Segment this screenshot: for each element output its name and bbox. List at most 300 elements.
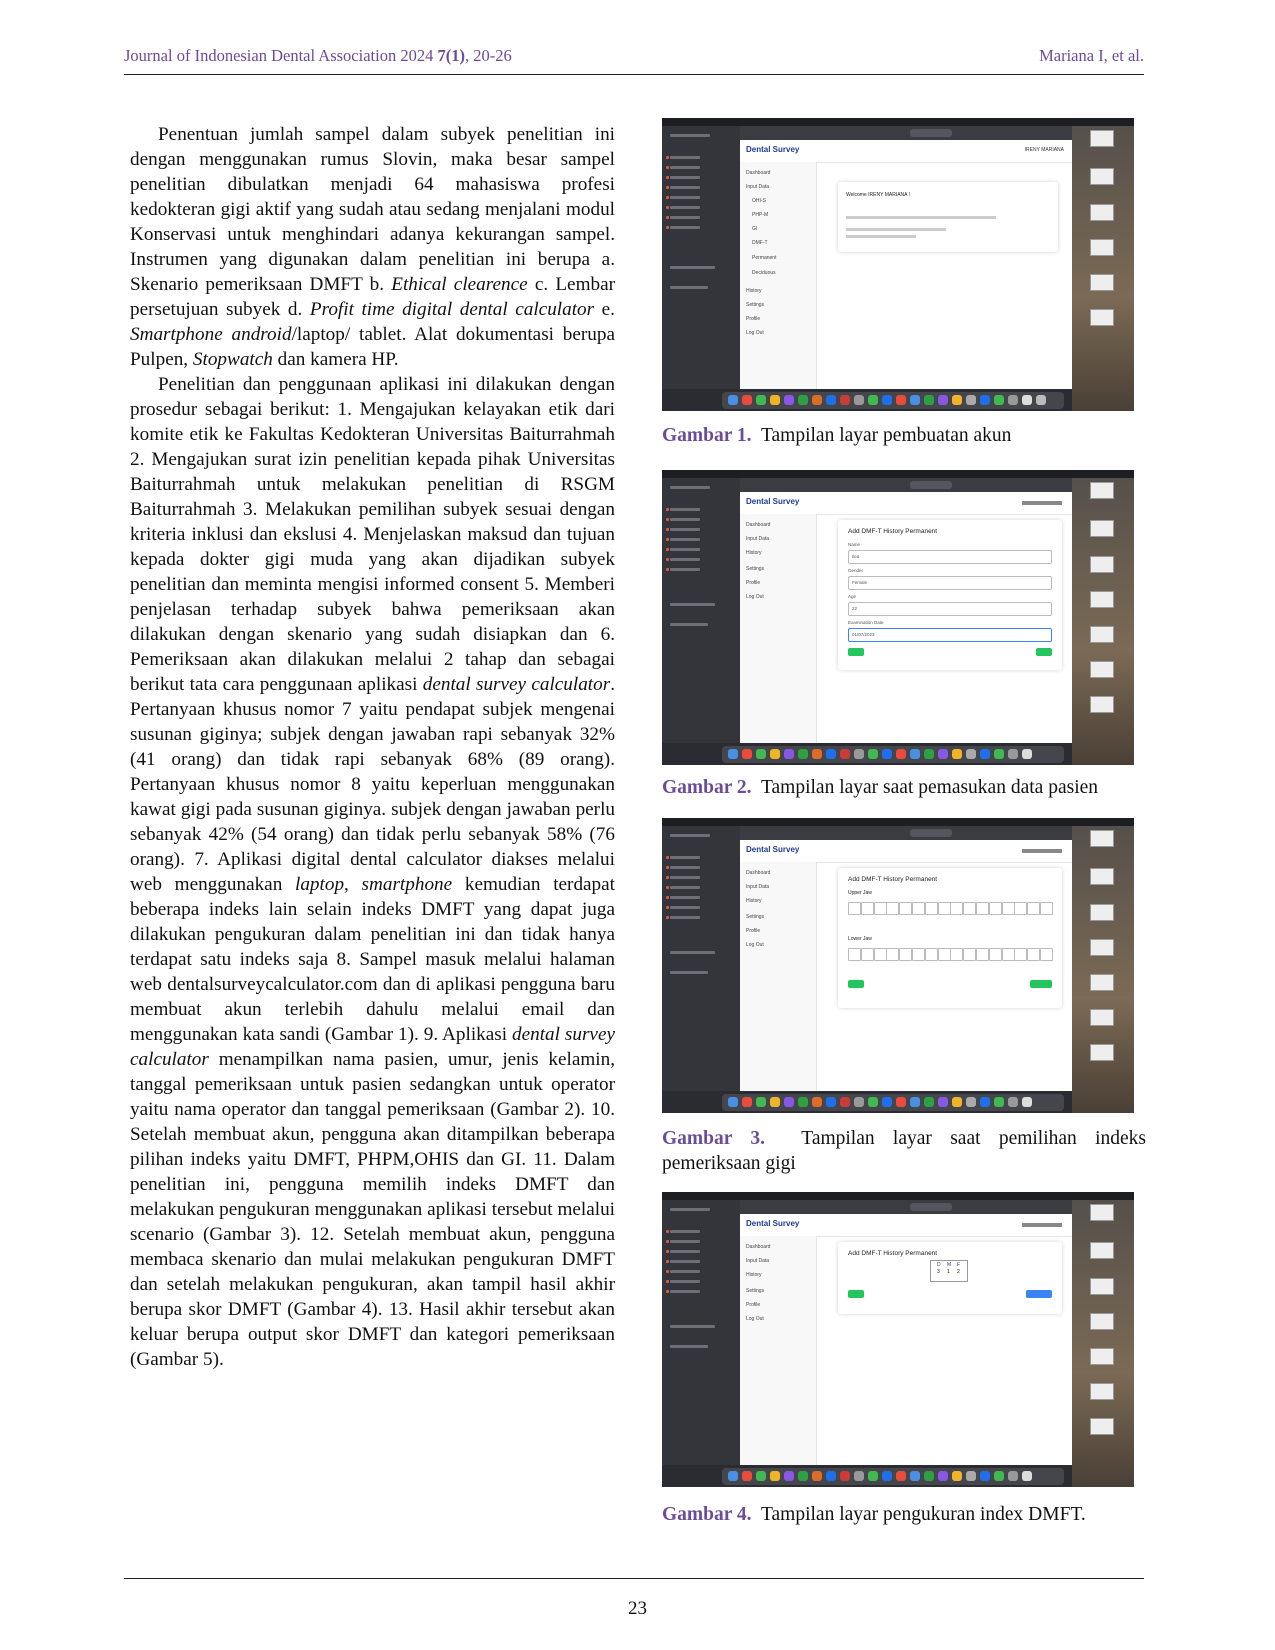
nav-profile: Profile xyxy=(746,316,761,322)
dock-icon xyxy=(840,1471,850,1481)
p1-italic-1: Ethical clearence xyxy=(391,274,528,295)
dock-icon xyxy=(826,1471,836,1481)
tab-icon xyxy=(666,1290,669,1293)
figure-1-screenshot xyxy=(662,118,1134,411)
screenshot-thumb xyxy=(1090,520,1114,537)
url-bar xyxy=(910,481,952,489)
tab-icon xyxy=(666,508,669,511)
dock-icon xyxy=(756,1471,766,1481)
screenshot-thumb xyxy=(1090,591,1114,608)
screenshot-thumbnails xyxy=(1072,826,1134,1113)
figure-4-screenshot xyxy=(662,1192,1134,1487)
p2-text-d: kemudian terdapat beberapa indeks lain selain indeks DMFT yang dapat juga dilakukan pengukuran dalam penelitian ini dan tidak hanya terdapat satu indeks saja 8. Sampel masuk melalui halaman web dentalsurveycalculator.com dan di aplikasi pengguna baru membuat akun terlebih dahulu melalui email dan menggunakan kata sandi (Gambar 1). 9. Aplikasi xyxy=(130,874,616,1045)
p1-text-b: c. Lembar persetujuan subyek d. xyxy=(130,274,615,320)
dock-icon xyxy=(994,1097,1004,1107)
dock-icon xyxy=(952,1097,962,1107)
tooth-box xyxy=(1002,948,1015,961)
tab-icon xyxy=(666,876,669,879)
tab-icon xyxy=(666,548,669,551)
dock-icon xyxy=(882,395,892,405)
dock-icon xyxy=(840,749,850,759)
screenshot-thumb xyxy=(1090,309,1114,326)
welcome-card xyxy=(838,182,1058,252)
tab-icon xyxy=(666,906,669,909)
brand-logo: Dental Survey xyxy=(746,145,800,154)
sidebar-row xyxy=(670,538,700,541)
contact-line xyxy=(846,228,946,231)
sidebar-row xyxy=(670,166,700,169)
nav-settings: Settings xyxy=(746,1288,765,1294)
next-button xyxy=(1030,980,1052,988)
tab-icon xyxy=(666,886,669,889)
screenshot-thumb xyxy=(1090,1009,1114,1026)
dock-icon xyxy=(1022,1471,1032,1481)
screenshot-thumb xyxy=(1090,1418,1114,1435)
screenshot-thumb xyxy=(1090,696,1114,713)
dmft-head-m: M xyxy=(947,1262,952,1268)
screenshot-thumb xyxy=(1090,1348,1114,1365)
dmft-head-f: F xyxy=(957,1262,961,1268)
tooth-box xyxy=(925,902,938,915)
sidebar-row xyxy=(670,876,700,879)
mac-dock xyxy=(722,746,1064,763)
contact-line xyxy=(846,235,916,238)
tooth-box xyxy=(925,948,938,961)
app-window xyxy=(740,492,1072,743)
tab-icon xyxy=(666,226,669,229)
browser-sidebar xyxy=(662,826,740,1091)
screenshot-thumb xyxy=(1090,130,1114,147)
sidebar-row xyxy=(670,156,700,159)
dmft-value-m: 1 xyxy=(947,1269,950,1275)
dock-icon xyxy=(1022,749,1032,759)
dock-icon xyxy=(756,749,766,759)
nav-profile: Profile xyxy=(746,928,761,934)
app-nav xyxy=(740,862,817,1091)
sidebar-row xyxy=(670,1280,700,1283)
tab-icon xyxy=(666,518,669,521)
sidebar-row xyxy=(670,196,700,199)
upper-jaw-label: Upper Jaw xyxy=(848,890,872,896)
user-name xyxy=(1022,501,1062,505)
tooth-box xyxy=(886,902,899,915)
mac-menubar xyxy=(662,470,1134,478)
sidebar-row xyxy=(670,1240,700,1243)
nav-gi: GI xyxy=(752,226,758,232)
dock-icon xyxy=(840,1097,850,1107)
dmft-result-card xyxy=(838,1242,1062,1314)
browser-toolbar xyxy=(740,826,1072,840)
nav-input-data: Input Data xyxy=(746,536,770,542)
dock-icon xyxy=(868,395,878,405)
mac-dock xyxy=(722,1094,1064,1111)
tooth-box xyxy=(1002,902,1015,915)
tooth-selection-card xyxy=(838,868,1062,1008)
sidebar-row xyxy=(670,906,700,909)
nav-dashboard: Dashboard xyxy=(746,170,771,176)
p1-text-c: e. xyxy=(594,299,615,320)
dock-icon xyxy=(826,1097,836,1107)
sidebar-row xyxy=(670,134,710,137)
dock-icon xyxy=(994,1471,1004,1481)
dock-icon xyxy=(924,1097,934,1107)
dock-icon xyxy=(728,395,738,405)
figure-4-caption xyxy=(662,1502,1150,1527)
mac-dock xyxy=(722,392,1064,409)
dock-icon xyxy=(784,1097,794,1107)
lower-jaw-label: Lower Jaw xyxy=(848,936,872,942)
dock-icon xyxy=(868,1471,878,1481)
url-bar xyxy=(910,1203,952,1211)
nav-input-data: Input Data xyxy=(746,1258,770,1264)
p2-italic-2: laptop xyxy=(295,874,345,895)
nav-settings: Settings xyxy=(746,566,765,572)
screenshot-thumb xyxy=(1090,1383,1114,1400)
dock-icon xyxy=(1022,395,1032,405)
age-value: 22 xyxy=(852,606,858,611)
dock-icon xyxy=(770,1097,780,1107)
p2-text-c: , xyxy=(344,874,362,895)
nav-history: History xyxy=(746,550,762,556)
screenshot-thumbnails xyxy=(1072,126,1134,411)
tab-icon xyxy=(666,1230,669,1233)
journal-volume: 7(1) xyxy=(437,46,465,65)
nav-logout: Log Out xyxy=(746,942,764,948)
tooth-box xyxy=(1027,948,1040,961)
app-header xyxy=(740,1214,1072,1237)
dock-icon xyxy=(924,1471,934,1481)
tooth-box xyxy=(1040,948,1053,961)
screenshot-thumb xyxy=(1090,939,1114,956)
dock-icon xyxy=(896,749,906,759)
sidebar-row xyxy=(670,508,700,511)
dock-icon xyxy=(882,749,892,759)
nav-dmft: DMF-T xyxy=(752,240,768,246)
figure-1-caption-text: Tampilan layar pembuatan akun xyxy=(760,425,1012,446)
screenshot-thumbnails xyxy=(1072,478,1134,765)
mac-dock xyxy=(722,1468,1064,1485)
p2-italic-1: dental survey calculator xyxy=(422,674,611,695)
form-title: Add DMF-T History Permanent xyxy=(848,876,938,883)
form-title: Add DMF-T History Permanent xyxy=(848,528,938,535)
dock-icon xyxy=(770,395,780,405)
age-field xyxy=(848,602,1052,616)
tooth-box xyxy=(989,948,1002,961)
screenshot-thumb xyxy=(1090,556,1114,573)
tab-icon xyxy=(666,528,669,531)
p1-text-e: dan kamera HP. xyxy=(272,349,399,370)
screenshot-thumb xyxy=(1090,1242,1114,1259)
patient-form-card xyxy=(838,520,1062,670)
dmft-value-d: 3 xyxy=(937,1269,940,1275)
brand-logo: Dental Survey xyxy=(746,497,800,506)
sidebar-row xyxy=(670,1208,710,1211)
tooth-box xyxy=(938,948,951,961)
tab-icon xyxy=(666,558,669,561)
authors: Mariana I, et al. xyxy=(1039,46,1144,65)
p2-italic-3: smartphone xyxy=(361,874,453,895)
p2-italic-4: dental survey calculator xyxy=(130,1024,615,1070)
dock-icon xyxy=(1008,1097,1018,1107)
nav-dashboard: Dashboard xyxy=(746,870,771,876)
sidebar-row xyxy=(670,1345,708,1348)
welcome-message: Welcome IRENY MARIANA ! xyxy=(846,192,910,198)
dock-icon xyxy=(966,395,976,405)
url-bar xyxy=(910,829,952,837)
journal-name: Journal of Indonesian Dental Association 2024 xyxy=(124,46,438,65)
form-title: Add DMF-T History Permanent xyxy=(848,1250,938,1257)
screenshot-thumb xyxy=(1090,204,1114,221)
screenshot-thumb xyxy=(1090,1204,1114,1221)
figure-3-caption-text: Tampilan layar saat pemilihan indeks pemeriksaan gigi xyxy=(662,1128,1147,1174)
brand-logo: Dental Survey xyxy=(746,845,800,854)
tooth-box xyxy=(989,902,1002,915)
screenshot-thumb xyxy=(1090,904,1114,921)
figure-2-caption xyxy=(662,775,1150,800)
figure-1-label: Gambar 1. xyxy=(662,425,752,446)
name-label: Name xyxy=(848,542,861,547)
figure-2-screenshot xyxy=(662,470,1134,765)
sidebar-row xyxy=(670,286,708,289)
nav-dashboard: Dashboard xyxy=(746,1244,771,1250)
dock-icon xyxy=(910,1471,920,1481)
dock-icon xyxy=(966,749,976,759)
sidebar-row xyxy=(670,603,715,606)
app-header xyxy=(740,492,1072,515)
dock-icon xyxy=(1022,1097,1032,1107)
tooth-box xyxy=(938,902,951,915)
dock-icon xyxy=(798,1471,808,1481)
mac-menubar xyxy=(662,818,1134,826)
dock-icon xyxy=(742,1471,752,1481)
submit-button xyxy=(1026,1290,1052,1298)
date-field xyxy=(848,628,1052,642)
nav-settings: Settings xyxy=(746,302,765,308)
tooth-box xyxy=(1014,902,1027,915)
dock-icon xyxy=(742,749,752,759)
dock-icon xyxy=(742,1097,752,1107)
screenshot-thumb xyxy=(1090,274,1114,291)
gender-value: Female xyxy=(852,580,868,585)
dock-icon xyxy=(756,1097,766,1107)
dock-icon xyxy=(798,749,808,759)
tooth-box xyxy=(1027,902,1040,915)
screenshot-thumb xyxy=(1090,626,1114,643)
sidebar-row xyxy=(670,486,710,489)
p2-text-e: menampilkan nama pasien, umur, jenis kelamin, tanggal pemeriksaan untuk pasien sedangkan untuk operator yaitu nama operator dan tanggal pemeriksaan (Gambar 2). 10. Setelah membuat akun, pengguna akan ditampilkan beberapa pilihan indeks yaitu DMFT, PHPM,OHIS dan GI. 11. Dalam penelitian ini, pengguna memilih indeks DMFT dan melakukan pengukuran menggunakan aplikasi tersebut melalui scenario (Gambar 3). 12. Setelah membuat akun, pengguna membaca skenario dan mulai melakukan pengukuran DMFT dan setelah melakukan pengukuran, akan tampil hasil akhir berupa skor DMFT (Gambar 4). 13. Hasil akhir tersebut akan keluar berupa output skor DMFT dan kategori pemeriksaan (Gambar 5). xyxy=(130,1049,615,1370)
tab-icon xyxy=(666,186,669,189)
figure-4-label: Gambar 4. xyxy=(662,1504,752,1525)
dock-icon xyxy=(728,1471,738,1481)
browser-sidebar xyxy=(662,478,740,743)
nav-permanent: Permanent xyxy=(752,255,777,261)
user-name xyxy=(1022,1223,1062,1227)
journal-pages: , 20-26 xyxy=(464,46,512,65)
browser-sidebar xyxy=(662,1200,740,1465)
nav-deciduous: Deciduous xyxy=(752,270,776,276)
tooth-box xyxy=(1014,948,1027,961)
tooth-box xyxy=(874,948,887,961)
nav-history: History xyxy=(746,1272,762,1278)
tab-icon xyxy=(666,856,669,859)
dock-icon xyxy=(812,1097,822,1107)
dock-icon xyxy=(938,1471,948,1481)
dock-icon xyxy=(812,395,822,405)
dock-icon xyxy=(854,1471,864,1481)
tooth-box xyxy=(963,902,976,915)
tooth-box xyxy=(950,948,963,961)
tooth-box xyxy=(861,948,874,961)
sidebar-row xyxy=(670,548,700,551)
nav-logout: Log Out xyxy=(746,594,764,600)
tab-icon xyxy=(666,156,669,159)
sidebar-row xyxy=(670,186,700,189)
brand-logo: Dental Survey xyxy=(746,1219,800,1228)
app-window xyxy=(740,140,1072,389)
sidebar-row xyxy=(670,856,700,859)
name-field xyxy=(848,550,1052,564)
tab-icon xyxy=(666,1270,669,1273)
nav-logout: Log Out xyxy=(746,1316,764,1322)
tooth-box xyxy=(912,948,925,961)
tab-icon xyxy=(666,896,669,899)
figure-2-label: Gambar 2. xyxy=(662,777,752,798)
dock-icon xyxy=(938,1097,948,1107)
dock-icon xyxy=(854,749,864,759)
dock-icon xyxy=(756,395,766,405)
dock-icon xyxy=(896,1097,906,1107)
dock-icon xyxy=(966,1471,976,1481)
back-button xyxy=(848,1290,864,1298)
screenshot-thumb xyxy=(1090,1313,1114,1330)
dock-icon xyxy=(952,1471,962,1481)
dock-icon xyxy=(1008,749,1018,759)
journal-citation xyxy=(124,46,512,66)
dock-icon xyxy=(854,395,864,405)
dock-icon xyxy=(1008,1471,1018,1481)
tooth-box xyxy=(963,948,976,961)
tooth-box xyxy=(874,902,887,915)
screenshot-thumb xyxy=(1090,239,1114,256)
dock-icon xyxy=(910,1097,920,1107)
screenshot-thumb xyxy=(1090,1044,1114,1061)
browser-toolbar xyxy=(740,126,1072,140)
tooth-box xyxy=(848,902,861,915)
nav-dashboard: Dashboard xyxy=(746,522,771,528)
sidebar-row xyxy=(670,916,700,919)
dock-icon xyxy=(770,749,780,759)
figure-4-caption-text: Tampilan layar pengukuran index DMFT. xyxy=(760,1504,1086,1525)
dock-icon xyxy=(882,1471,892,1481)
date-label: Examination Date xyxy=(848,620,884,625)
dock-icon xyxy=(938,395,948,405)
sidebar-row xyxy=(670,834,710,837)
p2-text-b: . Pertanyaan khusus nomor 7 yaitu pendapat subjek mengenai susunan giginya; subjek dengan jawaban rapi sebanyak 32% (41 orang) dan tidak rapi sebanyak 68% (89 orang). Pertanyaan khusus nomor 8 yaitu keperluan menggunakan kawat gigi pada susunan giginya. subjek dengan jawaban perlu sebanyak 42% (54 orang) dan tidak perlu sebanyak 58% (76 orang). 7. Aplikasi digital dental calculator diakses melalui web menggunakan xyxy=(130,674,615,895)
browser-toolbar xyxy=(740,1200,1072,1214)
running-header xyxy=(124,44,1144,75)
mac-menubar xyxy=(662,118,1134,126)
screenshot-thumb xyxy=(1090,868,1114,885)
figure-3-label: Gambar 3. xyxy=(662,1128,765,1149)
screenshot-thumb xyxy=(1090,974,1114,991)
dock-icon xyxy=(910,749,920,759)
tooth-box xyxy=(1040,902,1053,915)
dock-icon xyxy=(952,395,962,405)
next-button xyxy=(1036,648,1052,656)
p1-text-d: /laptop/ tablet. Alat dokumentasi berupa Pulpen, xyxy=(130,324,615,370)
tab-icon xyxy=(666,916,669,919)
sidebar-row xyxy=(670,216,700,219)
back-button xyxy=(848,980,864,988)
figure-3-caption xyxy=(662,1126,1146,1176)
screenshot-thumb xyxy=(1090,830,1114,847)
dock-icon xyxy=(854,1097,864,1107)
nav-history: History xyxy=(746,288,762,294)
figure-1-caption xyxy=(662,423,1150,448)
dock-icon xyxy=(728,749,738,759)
dock-icon xyxy=(1036,395,1046,405)
dock-icon xyxy=(826,749,836,759)
gender-label: Gender xyxy=(848,568,864,573)
dock-icon xyxy=(994,749,1004,759)
screenshot-thumbnails xyxy=(1072,1200,1134,1487)
dock-icon xyxy=(784,395,794,405)
nav-phpm: PHP-M xyxy=(752,212,769,218)
app-header xyxy=(740,140,1072,163)
sidebar-row xyxy=(670,226,700,229)
dock-icon xyxy=(812,749,822,759)
screenshot-thumb xyxy=(1090,482,1114,499)
dock-icon xyxy=(980,395,990,405)
dmft-value-f: 2 xyxy=(957,1269,960,1275)
tab-icon xyxy=(666,216,669,219)
dock-icon xyxy=(896,395,906,405)
dock-icon xyxy=(868,1097,878,1107)
sidebar-row xyxy=(670,558,700,561)
screenshot-thumb xyxy=(1090,661,1114,678)
tab-icon xyxy=(666,166,669,169)
p1-italic-2: Profit time digital dental calculator xyxy=(309,299,595,320)
tooth-box xyxy=(976,902,989,915)
dock-icon xyxy=(966,1097,976,1107)
dock-icon xyxy=(784,749,794,759)
name-value: Ilea xyxy=(852,554,860,559)
user-name xyxy=(1022,849,1062,853)
dock-icon xyxy=(742,395,752,405)
tab-icon xyxy=(666,1280,669,1283)
figure-3-screenshot xyxy=(662,818,1134,1113)
sidebar-row xyxy=(670,1270,700,1273)
dock-icon xyxy=(728,1097,738,1107)
url-bar xyxy=(910,129,952,137)
p1-text-a: Penentuan jumlah sampel dalam subyek penelitian ini dengan menggunakan rumus Slovin, maka besar sampel penelitian dibulatkan menjadi 64 mahasiswa profesi kedokteran gigi aktif yang sudah atau sedang menjalani modul Konservasi untuk menghindari adanya kekurangan sampel. Instrumen yang digunakan dalam penelitian ini berupa a. Skenario pemeriksaan DMFT b. xyxy=(130,124,615,295)
sidebar-row xyxy=(670,623,708,626)
sidebar-row xyxy=(670,206,700,209)
sidebar-row xyxy=(670,266,715,269)
dock-icon xyxy=(784,1471,794,1481)
date-value: 01/07/2023 xyxy=(852,632,875,637)
dock-icon xyxy=(826,395,836,405)
sidebar-row xyxy=(670,1230,700,1233)
sidebar-row xyxy=(670,568,700,571)
nav-history: History xyxy=(746,898,762,904)
dock-icon xyxy=(910,395,920,405)
nav-profile: Profile xyxy=(746,1302,761,1308)
tab-icon xyxy=(666,1240,669,1243)
dock-icon xyxy=(798,395,808,405)
app-nav xyxy=(740,1236,817,1465)
app-window xyxy=(740,1214,1072,1465)
